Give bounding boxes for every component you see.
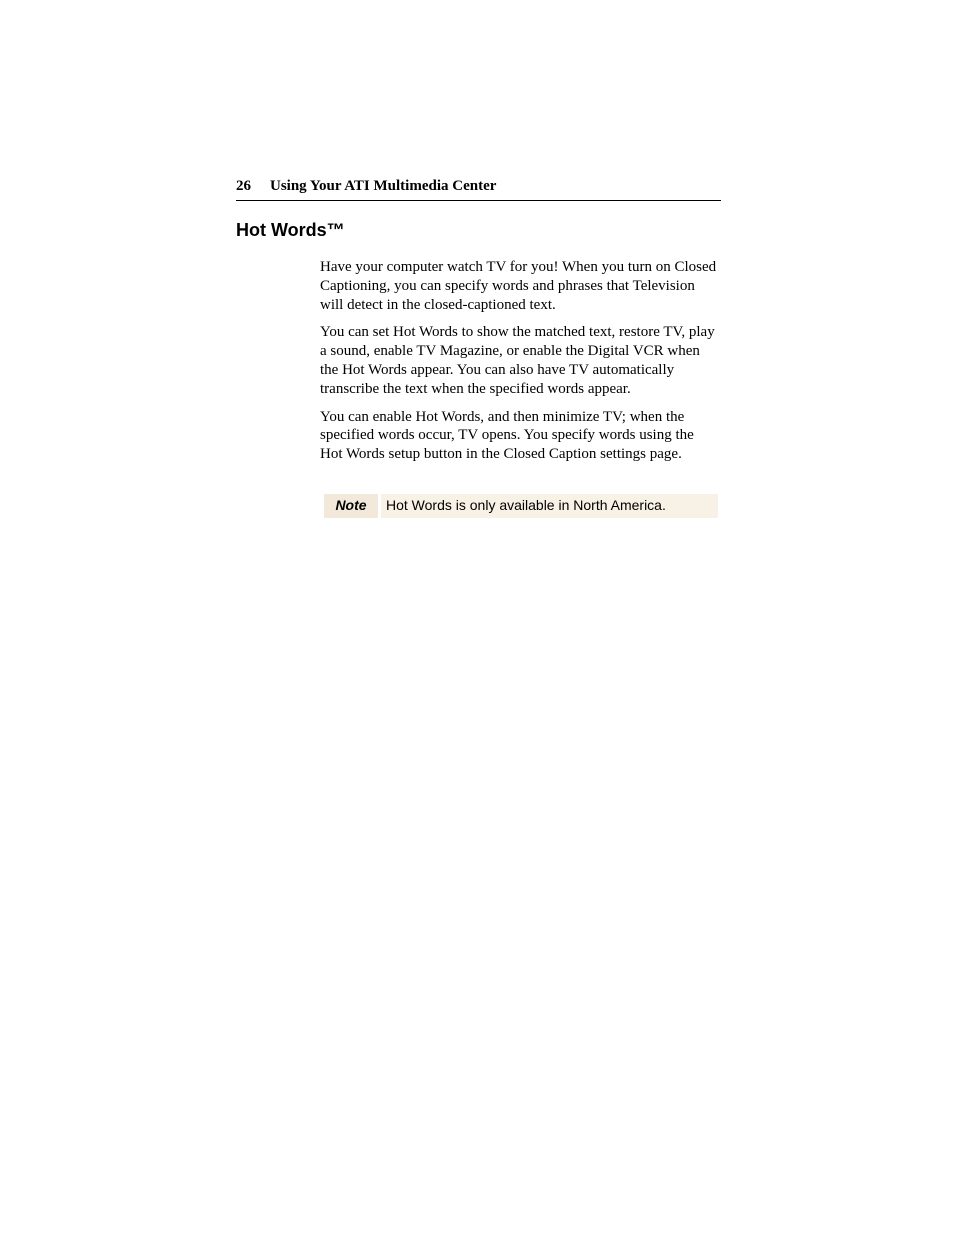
page-number: 26 [236, 178, 251, 194]
paragraph-3: You can enable Hot Words, and then minimize TV; when the specified words occur, TV opens. You specify words using the Hot Words setup button in the Closed Caption settings page. [320, 408, 694, 463]
note-text: Hot Words is only available in North America. [381, 494, 718, 518]
section-title: Hot Words™ [236, 220, 345, 240]
paragraph-2: You can set Hot Words to show the matched text, restore TV, play a sound, enable TV Magazine, or enable the Digital VCR when the Hot Words appear. You can also have TV automatically transcribe the text when the specified words appear. [320, 324, 715, 397]
paragraph-1: Have your computer watch TV for you! When you turn on Closed Captioning, you can specify words and phrases that Television will detect in the closed-captioned text. [320, 259, 717, 313]
running-header [236, 177, 721, 201]
note-box [324, 494, 718, 518]
body-text [320, 258, 720, 473]
chapter-title: Using Your ATI Multimedia Center [270, 178, 497, 194]
note-label: Note [324, 494, 378, 518]
